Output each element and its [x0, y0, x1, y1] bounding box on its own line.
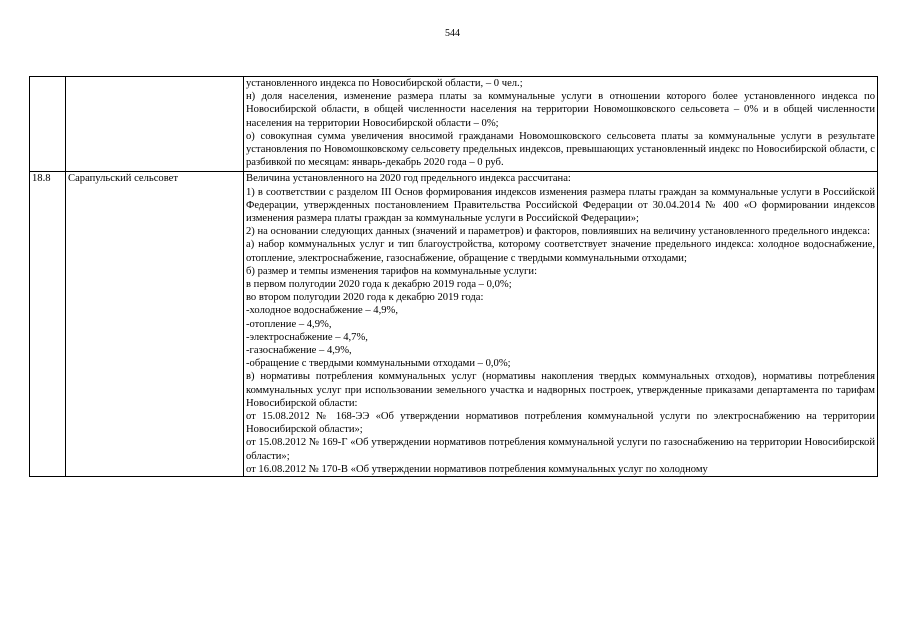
description-paragraph: б) размер и темпы изменения тарифов на коммунальные услуги: — [246, 265, 538, 277]
description-cell — [244, 77, 878, 172]
description-paragraph: о) совокупная сумма увеличения вносимой гражданами Новомошковского сельсовета платы за коммунальные услуги в результате установления по Новомошковскому сельсовету предельных индексов, превышающих установленный индекс по Новосибирской области, с разбивкой по месяцам: январь-декабрь 2020 года – 0 руб. — [246, 130, 875, 169]
description-paragraph: Величина установленного на 2020 год предельного индекса рассчитана: — [246, 173, 571, 185]
row-number-cell — [30, 77, 66, 172]
table-row — [30, 77, 878, 172]
description-paragraph: а) набор коммунальных услуг и тип благоустройства, которому соответствует значение предельного индекса: холодное водоснабжение, отопление, электроснабжение, газоснабжение, обращение с твердыми коммунальными отходами; — [246, 239, 875, 264]
description-paragraph: -холодное водоснабжение – 4,9%, — [246, 305, 398, 317]
description-paragraph: от 15.08.2012 № 169-Г «Об утверждении нормативов потребления коммунальной услуги по газоснабжению на территории Новосибирской области»; — [246, 437, 875, 462]
description-paragraph: -электроснабжение – 4,7%, — [246, 331, 368, 343]
description-paragraph: -обращение с твердыми коммунальными отходами – 0,0%; — [246, 358, 511, 370]
municipality-name-cell: Сарапульский сельсовет — [66, 172, 244, 477]
table-row — [30, 172, 878, 477]
description-paragraph: 2) на основании следующих данных (значений и параметров) и факторов, повлиявших на величину установленного предельного индекса: — [246, 226, 871, 238]
description-paragraph: в) нормативы потребления коммунальных услуг (нормативы накопления твердых коммунальных отходов), нормативы потребления коммунальных услуг при использовании земельного участка и надворных построек, утвержденные приказами департамента по тарифам Новосибирской области: — [246, 371, 875, 409]
description-paragraph: 1) в соответствии с разделом III Основ формирования индексов изменения размера платы граждан за коммунальные услуги в Российской Федерации, утвержденных постановлением Правительства Российской Федерации от 30.04.2014 № 400 «О формировании индексов изменения размера платы граждан за коммунальные услуги в Российской Федерации»; — [246, 186, 875, 225]
description-paragraph: -газоснабжение – 4,9%, — [246, 345, 352, 357]
municipality-name-cell — [66, 77, 244, 172]
description-paragraph: -отопление – 4,9%, — [246, 318, 332, 330]
description-paragraph: от 15.08.2012 № 168-ЭЭ «Об утверждении нормативов потребления коммунальной услуги по электроснабжению на территории Новосибирской области»; — [246, 411, 875, 436]
tariff-table — [29, 76, 878, 477]
description-paragraph: установленного индекса по Новосибирской области, – 0 чел.; — [246, 78, 523, 89]
description-paragraph: н) доля населения, изменение размера платы за коммунальные услуги в отношении которого более установленного индекса по Новосибирской области, в общей численности населения на территории Новомошковского сельсовета – 0% и в общей численности населения на территории Новосибирской области – 0%; — [246, 91, 875, 129]
page-number: 544 — [445, 28, 460, 39]
description-paragraph: от 16.08.2012 № 170-В «Об утверждении нормативов потребления коммунальных услуг по холодному — [246, 463, 708, 475]
description-cell — [244, 172, 878, 477]
description-paragraph: во втором полугодии 2020 года к декабрю 2019 года: — [246, 292, 484, 304]
description-paragraph: в первом полугодии 2020 года к декабрю 2019 года – 0,0%; — [246, 279, 512, 291]
row-number-cell: 18.8 — [30, 172, 66, 477]
